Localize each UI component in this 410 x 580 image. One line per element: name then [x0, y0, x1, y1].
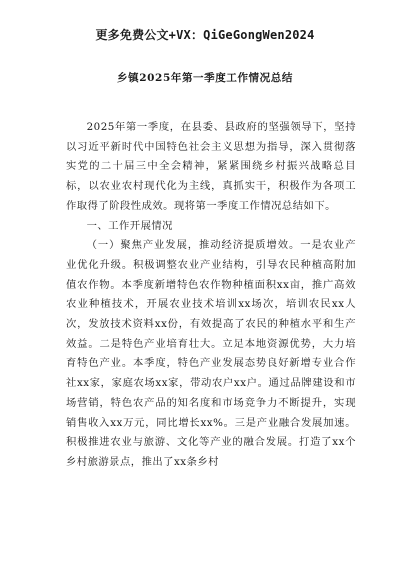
- section-heading: 一、工作开展情况: [86, 219, 173, 232]
- body-paragraph: （一）聚焦产业发展，推动经济提质增效。一是农业产业优化升级。积极调整农业产业结构，引导农民种植高附加值农作物。本季度新增特色农作物种植面积xx亩，推广高效农业种植技术，开展农业技术培训xx场次，培训农民xx人次，发放技术资料xx份，有效提高了农民的种植水平和生产效益。二是特色产业培育壮大。立足本地资源优势，大力培育特色产业。本季度，特色产业发展态势良好新增专业合作社xx家，家庭农场xx家，带动农户xx户。通过品牌建设和市场营销，特色农产品的知名度和市场竞争力不断提升，实现销售收入xx万元，同比增长xx%。三是产业融合发展加速。积极推进农业与旅游、文化等产业的融合发展。打造了xx个乡村旅游景点，推出了xx条乡村: [66, 239, 356, 468]
- document-title: 乡镇2025年第一季度工作情况总结: [117, 72, 293, 84]
- intro-paragraph: 2025年第一季度，在县委、县政府的坚强领导下，坚持以习近平新时代中国特色社会主义思想为指导，深入贯彻落实党的二十届三中全会精神，紧紧围绕乡村振兴战略总目标，以农业农村现代化为主线，真抓实干，积极作为各项工作取得了阶段性成效。现将第一季度工作情况总结如下。: [66, 121, 356, 212]
- watermark-header: 更多免费公文+VX：QiGeGongWen2024: [95, 28, 315, 42]
- document-body: [66, 118, 356, 473]
